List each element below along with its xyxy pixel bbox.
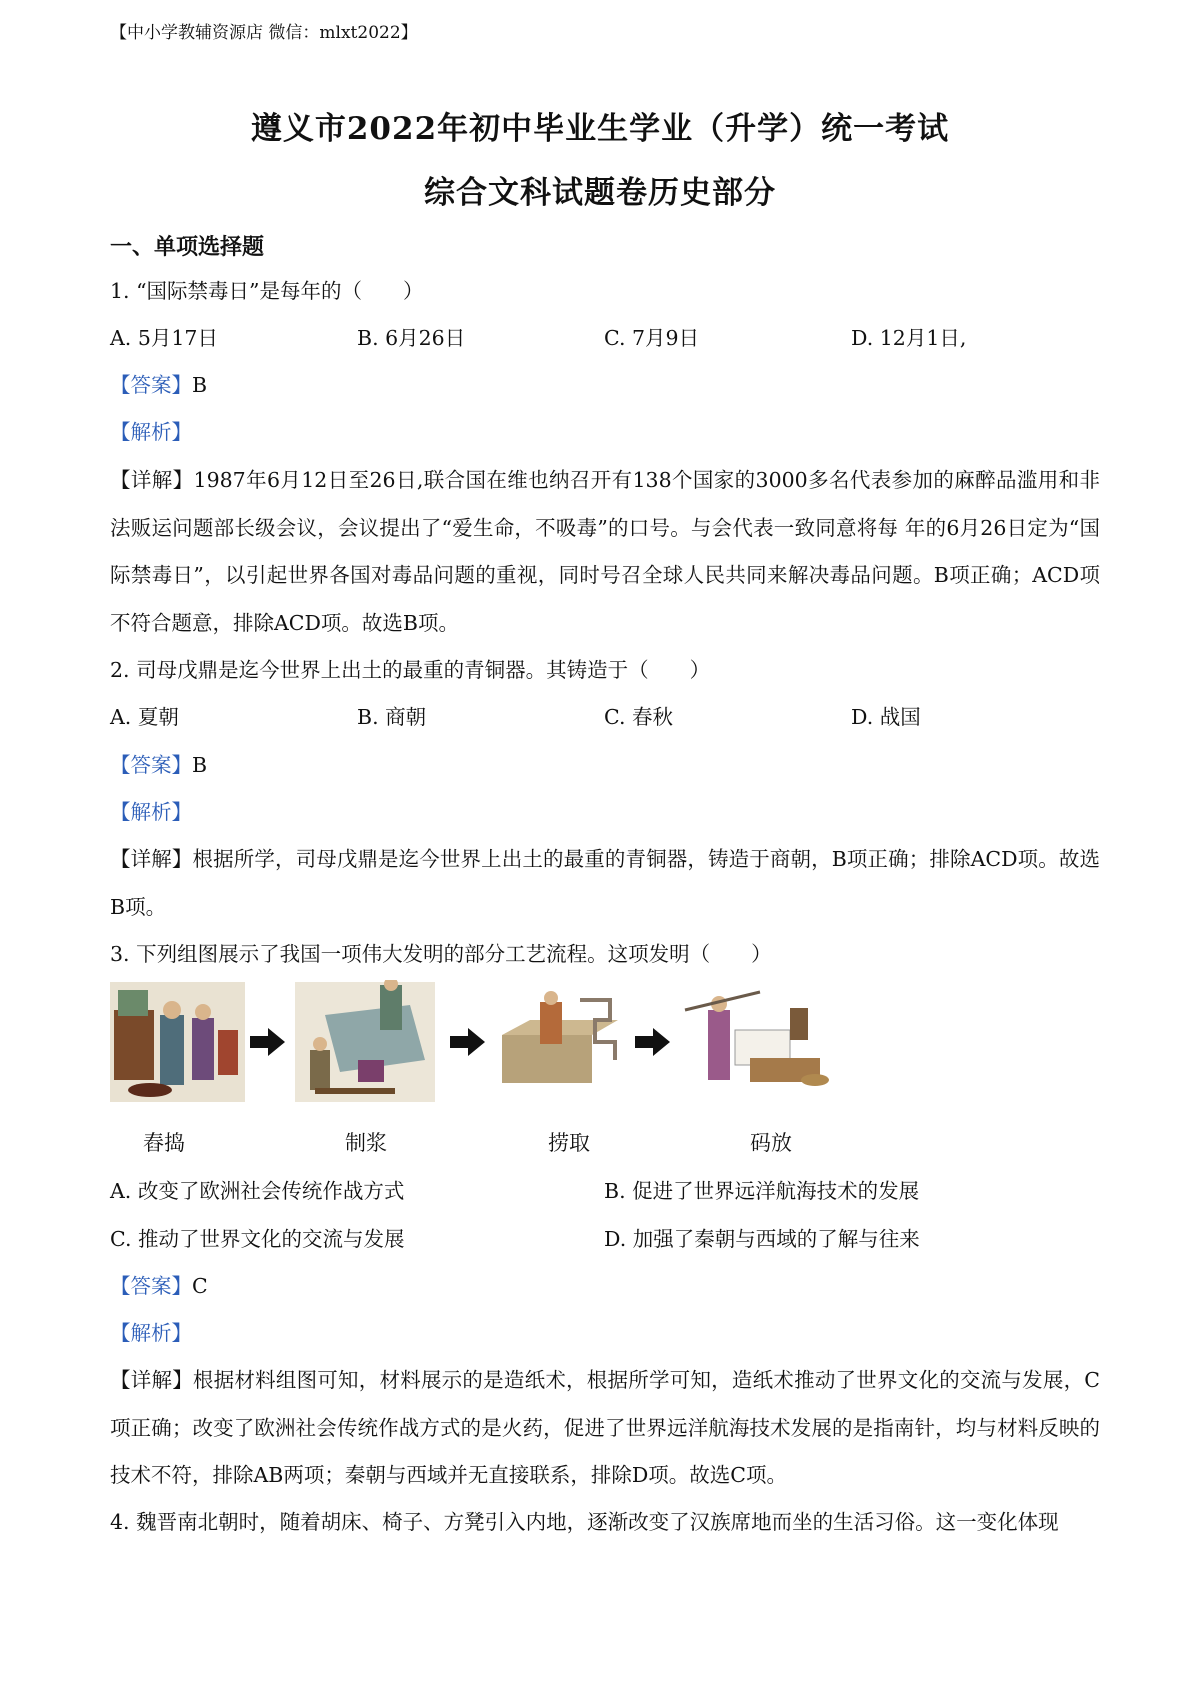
section-heading: 一、单项选择题 <box>110 234 265 260</box>
q1-option-b: B. 6月26日 <box>357 326 466 350</box>
q1-option-d: D. 12月1日, <box>851 326 967 350</box>
q2-analysis-label: 【解析】 <box>110 800 192 824</box>
question-3-stem: 3. 下列组图展示了我国一项伟大发明的部分工艺流程。这项发明（ ） <box>110 942 772 966</box>
q1-answer-row <box>110 370 207 400</box>
answer-label: 【答案】 <box>110 753 192 777</box>
q3-option-b: B. 促进了世界远洋航海技术的发展 <box>604 1179 920 1203</box>
arrow-icon <box>635 1028 670 1056</box>
exam-title: 遵义市2022年初中毕业生学业（升学）统一考试 <box>250 111 950 147</box>
question-1-stem: 1. “国际禁毒日”是每年的（ ） <box>110 279 424 303</box>
q1-analysis-label: 【解析】 <box>110 420 192 444</box>
caption-stack: 码放 <box>750 1131 792 1155</box>
q1-option-c: C. 7月9日 <box>604 326 700 350</box>
q3-option-a: A. 改变了欧洲社会传统作战方式 <box>110 1179 405 1203</box>
detail-label: 【详解】 <box>110 847 193 871</box>
caption-pounding: 舂捣 <box>143 1131 185 1155</box>
exam-subtitle: 综合文科试题卷历史部分 <box>424 175 776 211</box>
watermark: 【中小学教辅资源店 微信：mlxt2022】 <box>110 23 418 43</box>
q1-option-a: A. 5月17日 <box>110 326 218 350</box>
q1-detail <box>110 457 1100 647</box>
pounding-illustration <box>110 982 245 1102</box>
q3-answer: C <box>192 1274 208 1298</box>
q1-answer: B <box>192 373 208 397</box>
q2-option-d: D. 战国 <box>851 705 921 729</box>
q3-analysis-label: 【解析】 <box>110 1321 192 1345</box>
q2-answer-row <box>110 750 207 780</box>
q2-option-b: B. 商朝 <box>357 705 427 729</box>
scooping-illustration <box>500 982 625 1102</box>
question-2-stem: 2. 司母戊鼎是迄今世界上出土的最重的青铜器。其铸造于（ ） <box>110 658 711 682</box>
answer-label: 【答案】 <box>110 1274 192 1298</box>
caption-scoop: 捞取 <box>548 1131 590 1155</box>
q2-option-a: A. 夏朝 <box>110 705 179 729</box>
detail-label: 【详解】 <box>110 468 194 492</box>
arrow-icon <box>450 1028 485 1056</box>
q2-detail <box>110 836 1100 931</box>
q2-answer: B <box>192 753 208 777</box>
q1-detail-text: 1987年6月12日至26日,联合国在维也纳召开有138个国家的3000多名代表参加的麻醉品滥用和非法贩运问题部长级会议，会议提出了“爱生命，不吸毒”的口号。与会代表一致同意将每 年的6月26日定为“国际禁毒日”，以引起世界各国对毒品问题的重视，同时号召全球人民共同来解决毒品问题。B项正确；ACD项不符合题意，排除ACD项。故选B项。 <box>110 468 1101 635</box>
caption-pulp: 制浆 <box>345 1131 387 1155</box>
detail-label: 【详解】 <box>110 1368 193 1392</box>
q3-option-d: D. 加强了秦朝与西域的了解与往来 <box>604 1227 920 1251</box>
arrow-icon <box>250 1028 285 1056</box>
answer-label: 【答案】 <box>110 373 192 397</box>
papermaking-illustrations <box>110 980 870 1120</box>
q2-detail-text: 根据所学，司母戊鼎是迄今世界上出土的最重的青铜器，铸造于商朝，B项正确；排除ACD项。故选B项。 <box>110 847 1100 919</box>
q2-option-c: C. 春秋 <box>604 705 673 729</box>
q3-option-c: C. 推动了世界文化的交流与发展 <box>110 1227 405 1251</box>
q3-detail-text: 根据材料组图可知，材料展示的是造纸术，根据所学可知，造纸术推动了世界文化的交流与发展，C项正确；改变了欧洲社会传统作战方式的是火药，促进了世界远洋航海技术发展的是指南针，均与材料反映的技术不符，排除AB两项；秦朝与西域并无直接联系，排除D项。故选C项。 <box>110 1368 1100 1487</box>
q3-detail <box>110 1357 1100 1500</box>
q3-answer-row <box>110 1271 208 1301</box>
pulp-making-illustration <box>295 980 435 1102</box>
question-4-stem: 4. 魏晋南北朝时，随着胡床、椅子、方凳引入内地，逐渐改变了汉族席地而坐的生活习俗。这一变化体现 <box>110 1510 1059 1534</box>
stacking-illustration <box>680 982 830 1102</box>
